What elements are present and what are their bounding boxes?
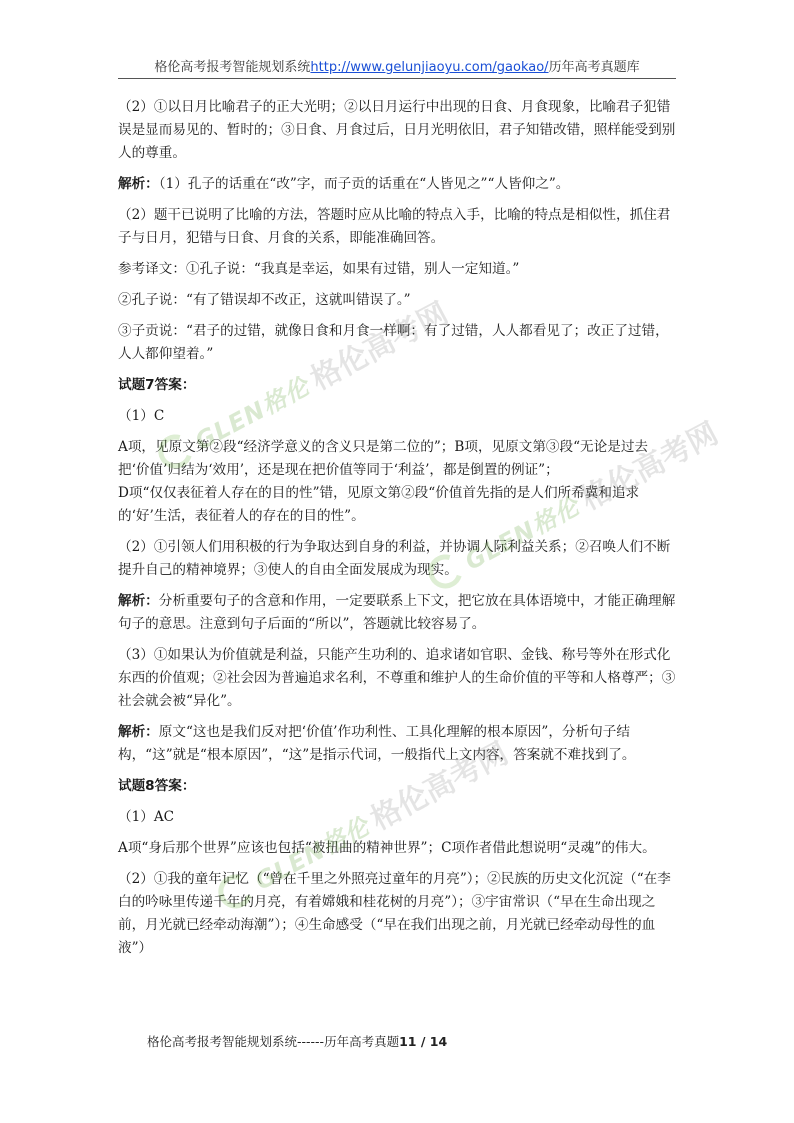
paragraph: （2）题干已说明了比喻的方法，答题时应从比喻的特点入手，比喻的特点是相似性，抓住君子与日月，犯错与日食、月食的关系，即能准确回答。 xyxy=(118,207,671,246)
paragraph: ③子贡说：“君子的过错，就像日食和月食一样啊：有了过错，人人都看见了；改正了过错，人人都仰望着。” xyxy=(118,323,669,362)
watermark-text: 格伦高考网 xyxy=(365,736,515,838)
header-prefix: 格伦高考报考智能规划系统 xyxy=(154,60,311,75)
analysis-paragraph xyxy=(118,721,676,767)
analysis-paragraph xyxy=(118,173,676,196)
page-footer xyxy=(147,1032,447,1050)
paragraph: （3）①如果认为价值就是利益，只能产生功利的、追求诸如官职、金钱、称号等外在形式化东西的价值观；②社会因为普遍追求名利，不尊重和维护人的生命价值的平等和人格尊严；③社会就会被“异化”。 xyxy=(118,647,676,709)
paragraph: D项“仅仅表征着人存在的目的性”错，见原文第②段“价值首先指的是人们所希冀和追求的‘好’生活，表征着人的存在的目的性”。 xyxy=(118,485,640,524)
paragraph: （1）AC xyxy=(118,809,175,825)
paragraph-text: 分析重要句子的含意和作用，一定要联系上下文，把它放在具体语境中，才能正确理解句子的意思。注意到句子后面的“所以”，答题就比较容易了。 xyxy=(118,593,676,632)
paragraph: （2）①我的童年记忆（“曾在千里之外照亮过童年的月亮”）；②民族的历史文化沉淀（“在李白的吟咏里传递千年的月亮，有着嫦娥和桂花树的月亮”）；③宇宙常识（“早在生命出现之前，月光就已经牵动海潮”）；④生命感受（“早在我们出现之前，月光就已经牵动母性的血液”） xyxy=(118,871,671,956)
header-suffix: 历年高考真题库 xyxy=(548,60,640,75)
analysis-label: 解析： xyxy=(118,724,159,740)
paragraph-text: 原文“这也是我们反对把‘价值’作功利性、工具化理解的根本原因”，分析句子结构，“这”就是“根本原因”，“这”是指示代词，一般指代上文内容，答案就不难找到了。 xyxy=(118,724,636,763)
paragraph: （2）①以日月比喻君子的正大光明；②以日月运行中出现的日食、月食现象，比喻君子犯错误是显而易见的、暂时的；③日食、月食过后，日月光明依旧，君子知错改错，照样能受到别人的尊重。 xyxy=(118,99,676,161)
paragraph: ②孔子说：“有了错误却不改正，这就叫错误了。” xyxy=(118,292,411,308)
watermark-text: 格伦高考网 xyxy=(575,416,725,518)
paragraph: A项“身后那个世界”应该也包括“被扭曲的精神世界”；C项作者借此想说明“灵魂”的伟大。 xyxy=(118,840,656,856)
paragraph: A项，见原文第②段“经济学意义的含义只是第二位的”；B项，见原文第③段“无论是过去把‘价值’归结为‘效用’，还是现在把价值等同于‘利益’，都是倒置的例证”； xyxy=(118,439,649,478)
page-header xyxy=(118,56,676,79)
watermark-brand: GLEN格伦 xyxy=(460,491,585,576)
paragraph: 参考译文：①孔子说：“我真是幸运，如果有过错，别人一定知道。” xyxy=(118,261,520,277)
watermark-brand: GLEN格伦 xyxy=(190,371,315,456)
document-body xyxy=(118,96,676,968)
footer-text: 格伦高考报考智能规划系统------历年高考真题 xyxy=(147,1034,400,1049)
page-number: 11 / 14 xyxy=(399,1034,448,1049)
analysis-label: 解析： xyxy=(118,176,159,192)
paragraph: （1）C xyxy=(118,408,165,424)
analysis-paragraph xyxy=(118,590,676,636)
header-url-link[interactable]: http://www.gelunjiaoyu.com/gaokao/ xyxy=(310,60,549,75)
question-8-heading: 试题8答案： xyxy=(118,778,196,794)
watermark-brand: GLEN格伦 xyxy=(250,811,375,896)
paragraph-text: （1）孔子的话重在“改”字，而子贡的话重在“人皆见之”“人皆仰之”。 xyxy=(158,176,570,192)
analysis-label: 解析： xyxy=(118,593,159,609)
watermark-text: 格伦高考网 xyxy=(305,296,455,398)
paragraph: （2）①引领人们用积极的行为争取达到自身的利益，并协调人际利益关系；②召唤人们不断提升自己的精神境界；③使人的自由全面发展成为现实。 xyxy=(118,539,671,578)
question-7-heading: 试题7答案： xyxy=(118,377,196,393)
